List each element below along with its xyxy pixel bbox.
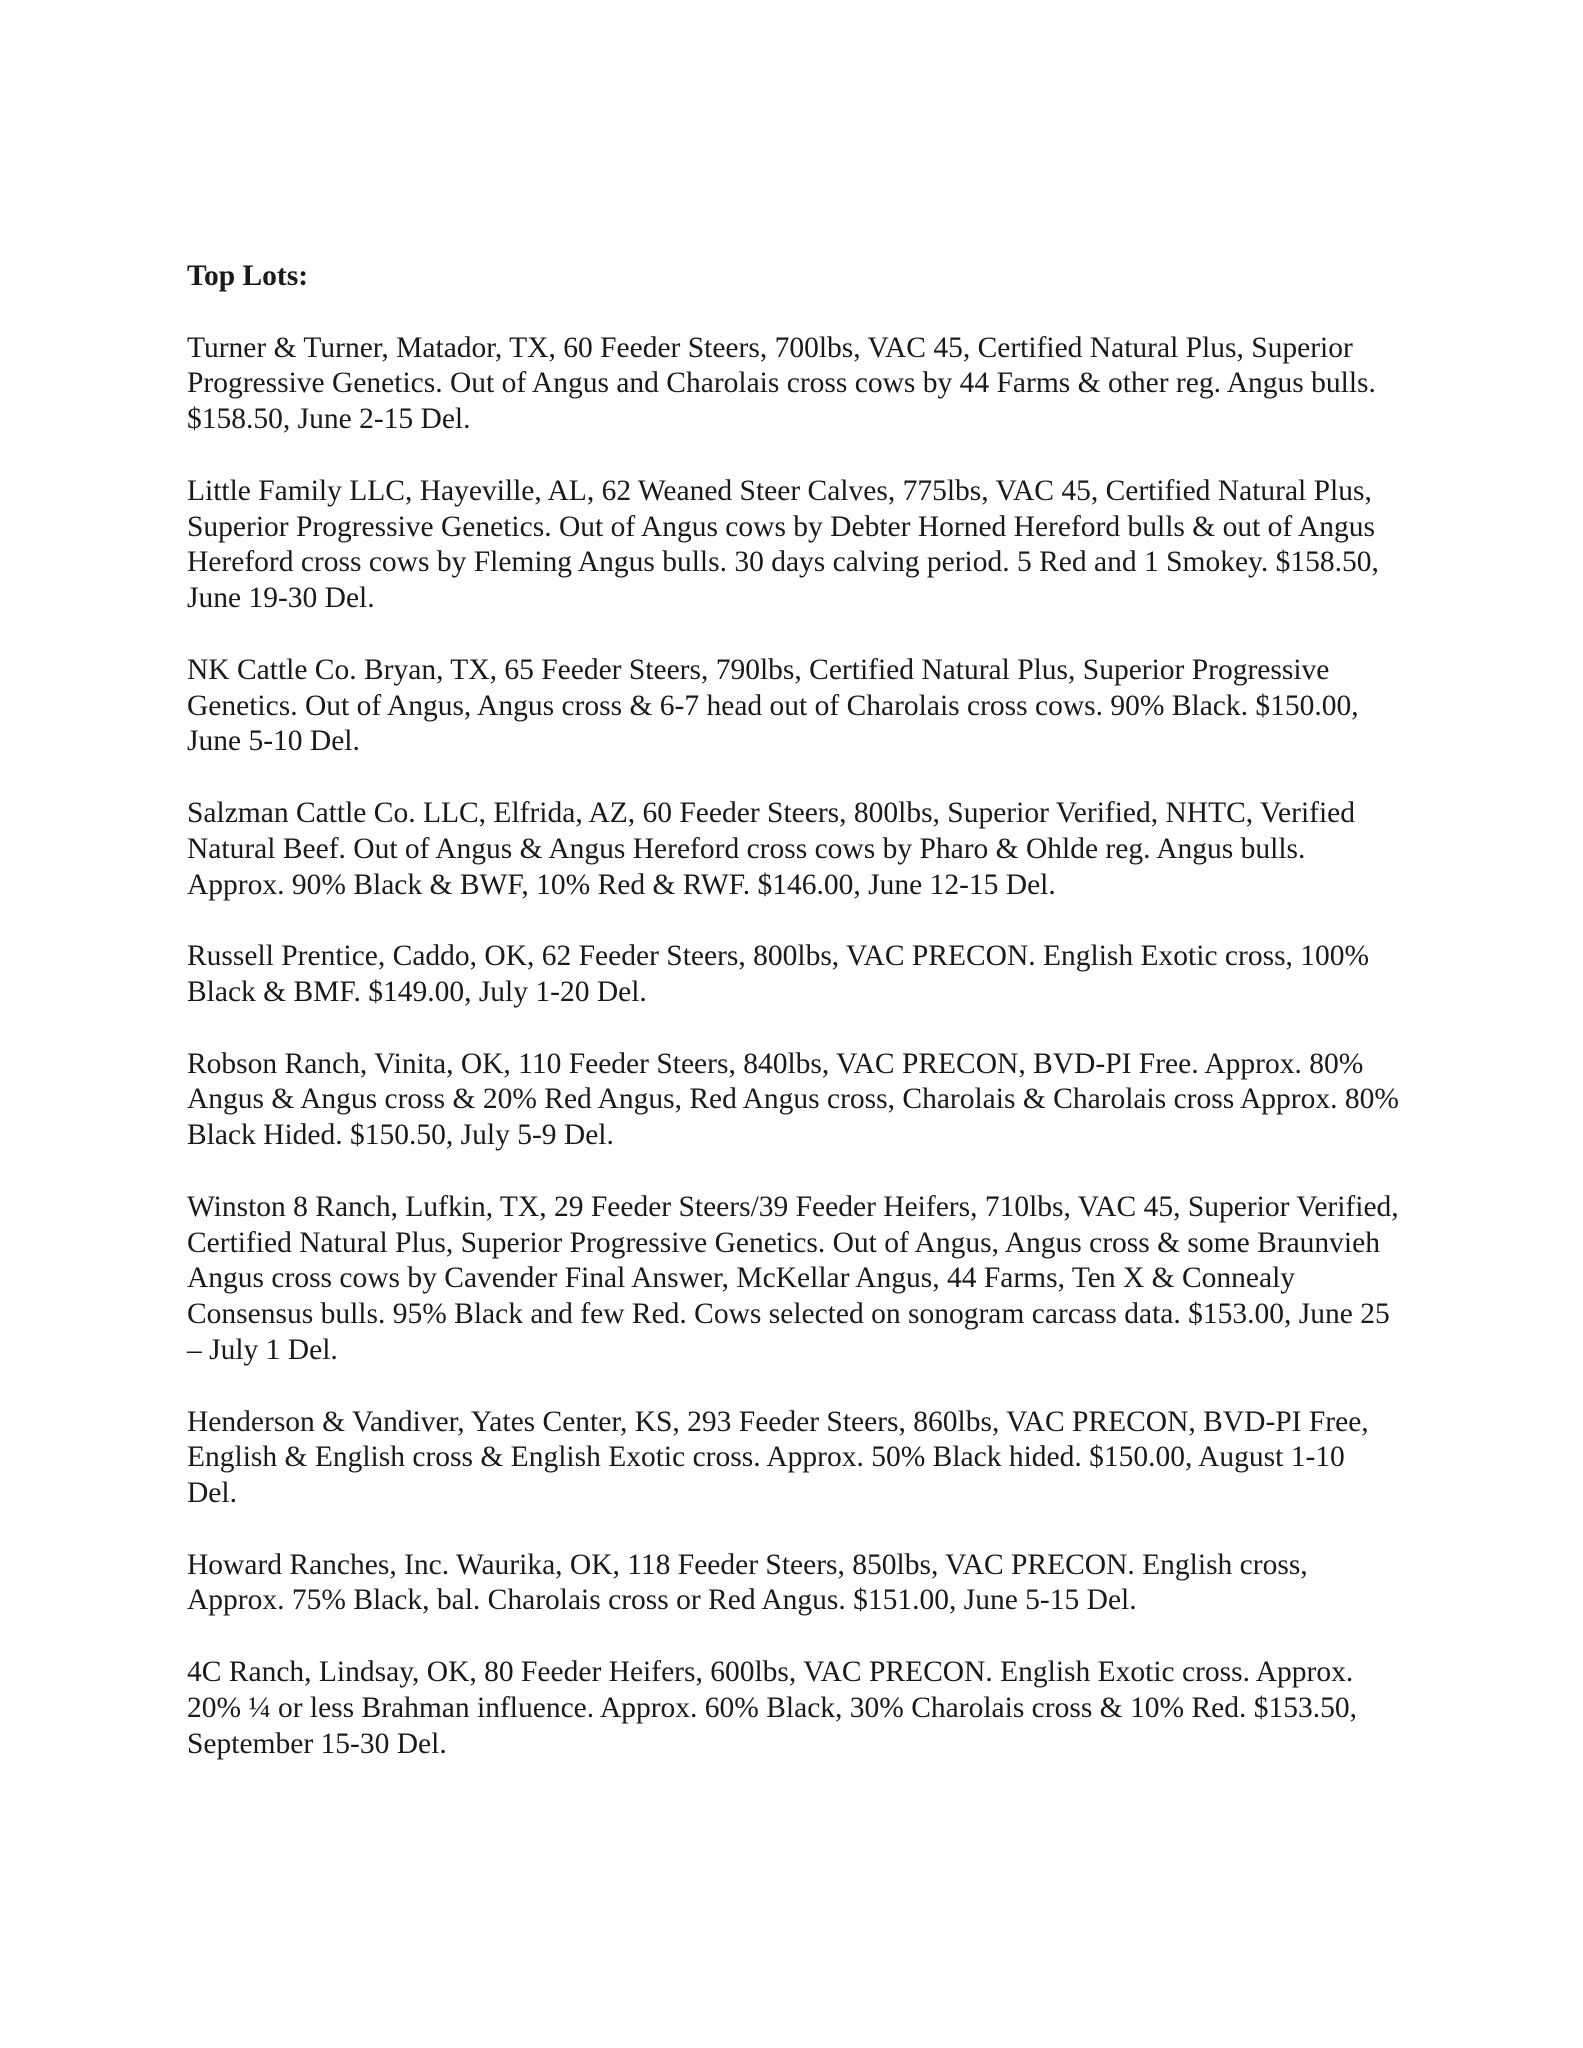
lot-entry-winston-8-ranch: Winston 8 Ranch, Lufkin, TX, 29 Feeder Steers/39 Feeder Heifers, 710lbs, VAC 45, Superior Verified, Certified Natural Plus, Superior Progressive Genetics. Out of Angus, Angus cross & some Braunvieh Angus cross cows by Cavender Final Answer, McKellar Angus, 44 Farms, Ten X & Connealy Consensus bulls. 95% Black and few Red. Cows selected on sonogram carcass data. $153.00, June 25 – July 1 Del. (187, 1190, 1399, 1366)
lot-entry-howard-ranches: Howard Ranches, Inc. Waurika, OK, 118 Feeder Steers, 850lbs, VAC PRECON. English cross, Approx. 75% Black, bal. Charolais cross or Red Angus. $151.00, June 5-15 Del. (187, 1548, 1308, 1617)
lot-entry-robson-ranch: Robson Ranch, Vinita, OK, 110 Feeder Steers, 840lbs, VAC PRECON, BVD-PI Free. Approx. 80% Angus & Angus cross & 20% Red Angus, Red Angus cross, Charolais & Charolais cross Approx. 80% Black Hided. $150.50, July 5-9 Del. (187, 1047, 1399, 1152)
lot-entry-turner-and-turner: Turner & Turner, Matador, TX, 60 Feeder Steers, 700lbs, VAC 45, Certified Natural Plus, Superior Progressive Genetics. Out of Angus and Charolais cross cows by 44 Farms & other reg. Angus bulls. $158.50, June 2-15 Del. (187, 331, 1376, 436)
lot-entry-henderson-vandiver: Henderson & Vandiver, Yates Center, KS, 293 Feeder Steers, 860lbs, VAC PRECON, BVD-PI Free, English & English cross & English Exotic cross. Approx. 50% Black hided. $150.00, August 1-10 Del. (187, 1405, 1369, 1510)
document-body (187, 259, 1402, 1762)
lot-entry-4c-ranch: 4C Ranch, Lindsay, OK, 80 Feeder Heifers, 600lbs, VAC PRECON. English Exotic cross. Approx. 20% ¼ or less Brahman influence. Approx. 60% Black, 30% Charolais cross & 10% Red. $153.50, September 15-30 Del. (187, 1656, 1357, 1760)
lot-entry-nk-cattle: NK Cattle Co. Bryan, TX, 65 Feeder Steers, 790lbs, Certified Natural Plus, Superior Progressive Genetics. Out of Angus, Angus cross & 6-7 head out of Charolais cross cows. 90% Black. $150.00, June 5-10 Del. (187, 653, 1359, 758)
lot-entry-russell-prentice: Russell Prentice, Caddo, OK, 62 Feeder Steers, 800lbs, VAC PRECON. English Exotic cross, 100% Black & BMF. $149.00, July 1-20 Del. (187, 940, 1370, 1008)
section-heading: Top Lots: (187, 260, 309, 292)
lot-entry-salzman-cattle: Salzman Cattle Co. LLC, Elfrida, AZ, 60 Feeder Steers, 800lbs, Superior Verified, NHTC, Verified Natural Beef. Out of Angus & Angus Hereford cross cows by Pharo & Ohlde reg. Angus bulls. Approx. 90% Black & BWF, 10% Red & RWF. $146.00, June 12-15 Del. (187, 796, 1356, 901)
lot-entry-little-family: Little Family LLC, Hayeville, AL, 62 Weaned Steer Calves, 775lbs, VAC 45, Certified Natural Plus, Superior Progressive Genetics. Out of Angus cows by Debter Horned Hereford bulls & out of Angus Hereford cross cows by Fleming Angus bulls. 30 days calving period. 5 Red and 1 Smokey. $158.50, June 19-30 Del. (187, 474, 1379, 615)
